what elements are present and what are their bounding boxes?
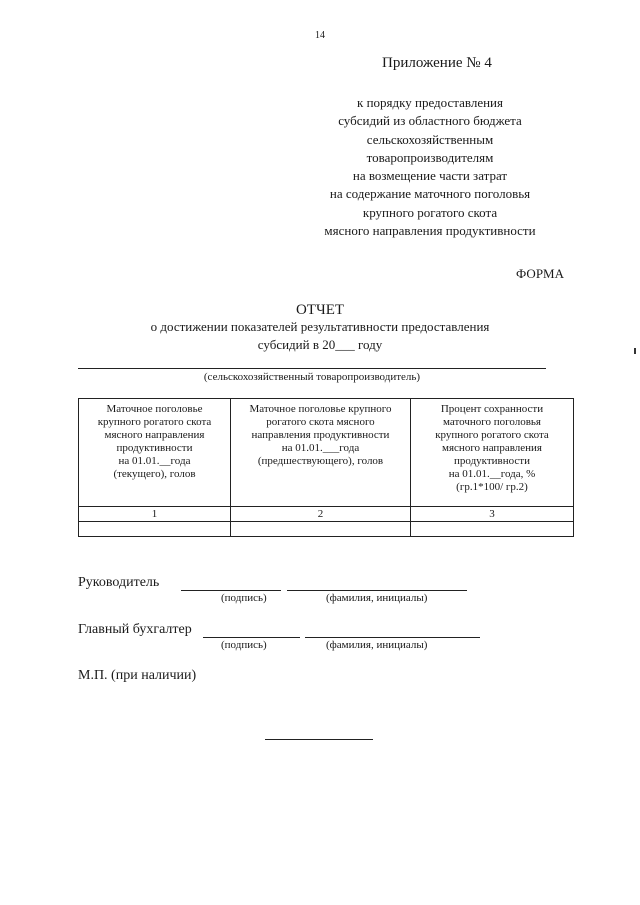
accountant-signature-caption: (подпись) — [221, 639, 267, 651]
appendix-line: сельскохозяйственным — [366, 131, 494, 147]
appendix-subtitle — [290, 94, 570, 240]
header-cell-current-herd — [79, 399, 231, 507]
end-separator-line — [265, 739, 373, 740]
producer-caption: (сельскохозяйственный товаропроизводитель) — [203, 371, 421, 383]
stamp-place: М.П. (при наличии) — [78, 668, 197, 683]
header-line: маточного поголовья — [442, 416, 541, 428]
report-title: ОТЧЕТ — [295, 302, 345, 318]
header-line: направления продуктивности — [251, 429, 390, 441]
appendix-line: к порядку предоставления — [357, 95, 503, 110]
header-cell-retention-percent — [411, 399, 574, 507]
producer-fill-line — [78, 368, 546, 369]
header-line: (предшествующего), голов — [257, 455, 384, 467]
accountant-signature-line[interactable] — [203, 637, 300, 638]
header-line: на 01.01.__года, % — [448, 468, 536, 480]
column-number: 1 — [79, 507, 231, 522]
appendix-line: товаропроизводителям — [366, 149, 494, 165]
appendix-line: мясного направления продуктивности — [324, 223, 536, 239]
table-header-row — [79, 399, 574, 507]
header-line: на 01.01.___года — [281, 442, 360, 454]
appendix-line: на содержание маточного поголовья — [329, 186, 531, 202]
header-line: продуктивности — [116, 442, 193, 454]
head-signature-caption: (подпись) — [221, 592, 267, 604]
head-name-line[interactable] — [287, 590, 467, 591]
header-line: рогатого скота мясного — [266, 416, 375, 428]
header-line: мясного направления — [104, 429, 205, 441]
table-column-number-row — [79, 507, 574, 522]
header-line: Маточное поголовье крупного — [249, 403, 392, 415]
appendix-line: субсидий из областного бюджета — [338, 113, 522, 129]
header-line: (гр.1*100/ гр.2) — [456, 481, 528, 493]
scan-edge-mark — [634, 348, 636, 354]
column-number: 2 — [231, 507, 411, 522]
table-cell-empty[interactable] — [79, 522, 231, 537]
header-cell-previous-herd — [231, 399, 411, 507]
report-subtitle-line: субсидий в 20___ году — [257, 337, 383, 352]
appendix-line: на возмещение части затрат — [352, 168, 508, 184]
table-cell-empty[interactable] — [411, 522, 574, 537]
header-line: крупного рогатого скота — [435, 429, 549, 441]
header-line: на 01.01.__года — [118, 455, 191, 467]
header-line: продуктивности — [454, 455, 530, 467]
header-line: крупного рогатого скота — [97, 416, 212, 428]
head-signature-line[interactable] — [181, 590, 281, 591]
header-line: (текущего), голов — [113, 468, 196, 480]
report-subtitle-line: о достижении показателей результативности предоставления — [150, 319, 490, 334]
report-table — [78, 398, 574, 537]
appendix-title: Приложение № 4 — [382, 55, 492, 71]
page-number: 14 — [315, 30, 325, 41]
accountant-name-line[interactable] — [305, 637, 480, 638]
form-label: ФОРМА — [516, 266, 564, 281]
appendix-line: крупного рогатого скота — [362, 204, 498, 220]
table-cell-empty[interactable] — [231, 522, 411, 537]
column-number: 3 — [411, 507, 574, 522]
accountant-label: Главный бухгалтер — [78, 622, 192, 637]
head-name-caption: (фамилия, инициалы) — [326, 592, 428, 604]
header-line: Процент сохранности — [440, 403, 544, 415]
accountant-name-caption: (фамилия, инициалы) — [326, 639, 428, 651]
head-label: Руководитель — [78, 575, 160, 590]
header-line: Маточное поголовье — [106, 403, 203, 415]
report-subtitle — [100, 318, 540, 354]
table-row — [79, 522, 574, 537]
header-line: мясного направления — [442, 442, 542, 454]
